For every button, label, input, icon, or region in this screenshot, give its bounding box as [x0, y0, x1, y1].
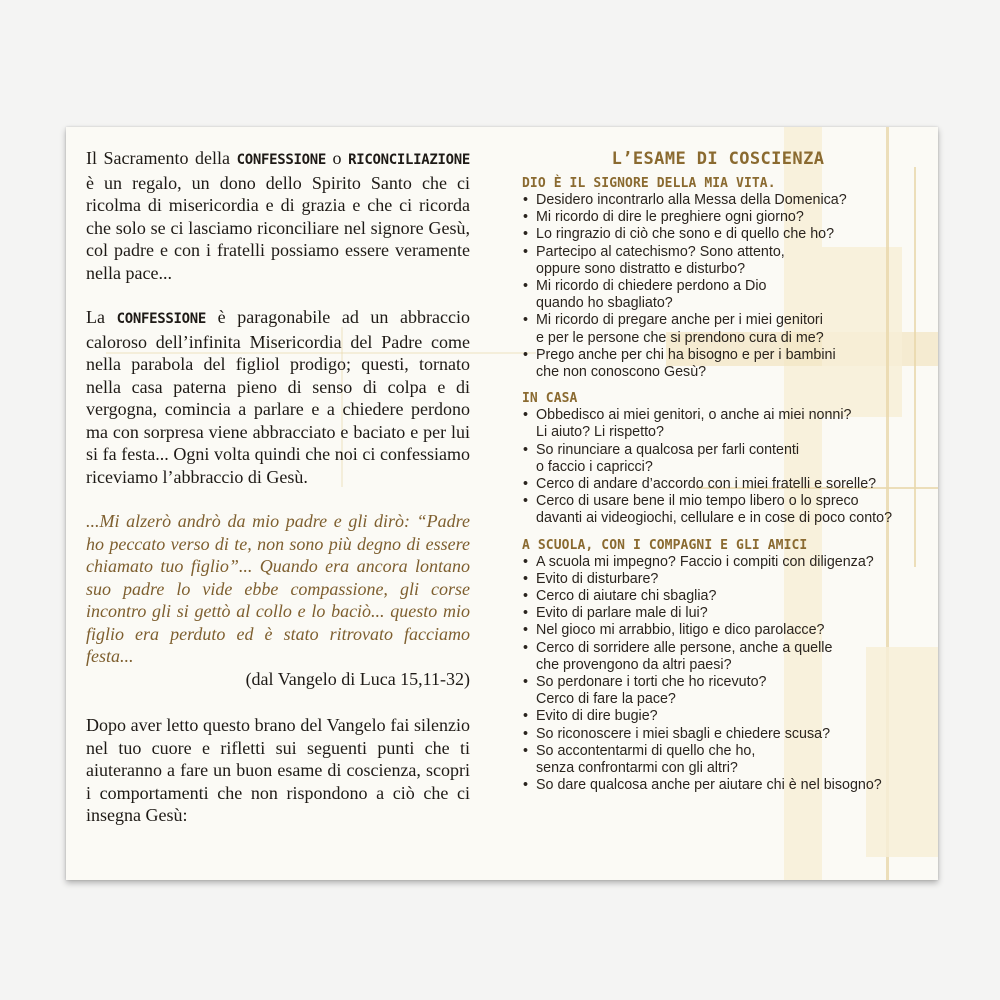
- question-line: • A scuola mi impegno? Faccio i compiti con diligenza?: [536, 553, 874, 570]
- question-line: Li aiuto? Li rispetto?: [536, 424, 664, 441]
- question-item: [522, 347, 914, 381]
- question-line: • Obbedisco ai miei genitori, o anche ai miei nonni?: [536, 407, 852, 424]
- question-item: [522, 442, 914, 476]
- question-item: [522, 278, 914, 312]
- question-line: senza confrontarmi con gli altri?: [536, 760, 738, 777]
- confession-paragraph: La CONFESSIONE è paragonabile ad un abbraccio caloroso dell’infinita Misericordia del Padre come nella parabola del figliol prodigo; questi, tornato nella casa paterna pieno di senso di colpa e di vergogna, comincia a parlare e a chiedere perdono ma con sorpresa viene abbracciato e baciato e per lui si fa festa... Ogni volta quindi che noi ci confessiamo riceviamo l’abbraccio di Gesù.: [86, 307, 471, 487]
- question-line: davanti ai videogiochi, cellulare e in cose di poco conto?: [536, 510, 893, 527]
- question-line: quando ho sbagliato?: [536, 295, 673, 312]
- question-line: • Partecipo al catechismo? Sono attento,: [536, 243, 785, 260]
- question-line: • Cerco di sorridere alle persone, anche a quelle: [536, 639, 833, 656]
- section-heading: IN CASA: [522, 391, 578, 407]
- question-line: • Mi ricordo di pregare anche per i miei genitori: [536, 312, 823, 329]
- question-item: [522, 674, 914, 708]
- question-line: • Cerco di aiutare chi sbaglia?: [536, 588, 717, 605]
- question-line: • Mi ricordo di chiedere perdono a Dio: [536, 278, 767, 295]
- question-line: • So rinunciare a qualcosa per farli contenti: [536, 441, 800, 458]
- question-line: • So riconoscere i miei sbagli e chiedere scusa?: [536, 725, 831, 742]
- question-item: [522, 192, 914, 209]
- question-item: [522, 209, 914, 226]
- question-list: [522, 554, 914, 795]
- left-column: [86, 147, 470, 827]
- question-line: • Nel gioco mi arrabbio, litigo e dico parolacce?: [536, 622, 825, 639]
- leaflet-card: [66, 127, 938, 880]
- question-item: [522, 226, 914, 243]
- question-item: [522, 640, 914, 674]
- question-line: che provengono da altri paesi?: [536, 656, 732, 673]
- question-line: e per le persone che si prendono cura di me?: [536, 329, 824, 346]
- question-list: [522, 407, 914, 527]
- section-heading: DIO È IL SIGNORE DELLA MIA VITA.: [522, 176, 776, 191]
- page-title: L’ESAME DI COSCIENZA: [611, 149, 825, 169]
- question-item: [522, 777, 914, 794]
- gospel-quote: ...Mi alzerò andrò da mio padre e gli dirò: “Padre ho peccato verso di te, non sono più degno di essere chiamato tuo figlio”... Quando era ancora lontano suo padre lo vide ebbe compassione, gli corse incontro gli si gettò al collo e lo baciò... questo mio figlio era perduto ed è stato ritrovato facciamo festa...: [86, 511, 470, 666]
- question-line: • Mi ricordo di dire le preghiere ogni giorno?: [536, 209, 804, 226]
- question-line: Cerco di fare la pace?: [536, 691, 676, 708]
- decorative-line: [914, 167, 916, 567]
- instruction-paragraph: Dopo aver letto questo brano del Vangelo fai silenzio nel tuo cuore e rifletti sui seguenti punti che ti aiuteranno a fare un buon esame di coscienza, scopri i comportamenti che non rispondono a ciò che ci insegna Gesù:: [86, 715, 470, 825]
- examination-sections: [522, 175, 914, 795]
- keyword-confessione: CONFESSIONE: [236, 152, 326, 168]
- question-line: che non conoscono Gesù?: [536, 364, 707, 381]
- question-line: o faccio i capricci?: [536, 458, 653, 475]
- question-list: [522, 192, 914, 381]
- intro-paragraph: Il Sacramento della CONFESSIONE o RICONCILIAZIONE è un regalo, un dono dello Spirito Santo che ci ricolma di misericordia e di grazia e che ci ricorda che solo se ci lasciamo riconciliare nel signore Gesù, col padre e con i fratelli possiamo essere veramente nella pace...: [86, 148, 470, 283]
- question-item: [522, 605, 914, 622]
- question-item: [522, 588, 914, 605]
- keyword-riconciliazione: RICONCILIAZIONE: [348, 152, 470, 168]
- quote-source: (dal Vangelo di Luca 15,11-32): [245, 668, 470, 689]
- question-line: • Evito di disturbare?: [536, 570, 659, 587]
- question-item: [522, 554, 914, 571]
- question-line: • Desidero incontrarlo alla Messa della Domenica?: [536, 192, 847, 208]
- question-line: oppure sono distratto e disturbo?: [536, 260, 746, 277]
- question-item: [522, 571, 914, 588]
- question-line: • Evito di dire bugie?: [536, 708, 658, 725]
- section-heading: A SCUOLA, CON I COMPAGNI E GLI AMICI: [522, 537, 808, 553]
- question-line: • So dare qualcosa anche per aiutare chi è nel bisogno?: [536, 777, 882, 794]
- question-item: [522, 726, 914, 743]
- question-item: [522, 476, 914, 493]
- question-item: [522, 312, 914, 346]
- question-line: • So accontentarmi di quello che ho,: [536, 742, 756, 759]
- question-item: [522, 743, 914, 777]
- question-line: • Prego anche per chi ha bisogno e per i bambini: [536, 346, 836, 363]
- question-item: [522, 622, 914, 639]
- question-item: [522, 493, 914, 527]
- question-line: • Evito di parlare male di lui?: [536, 605, 708, 622]
- question-line: • Cerco di andare d’accordo con i miei fratelli e sorelle?: [536, 476, 877, 493]
- question-line: • Lo ringrazio di ciò che sono e di quello che ho?: [536, 226, 835, 243]
- keyword-confessione: CONFESSIONE: [116, 311, 207, 327]
- question-item: [522, 708, 914, 725]
- question-item: [522, 407, 914, 441]
- question-line: • So perdonare i torti che ho ricevuto?: [536, 674, 767, 691]
- question-item: [522, 244, 914, 278]
- right-column: [522, 149, 914, 795]
- question-line: • Cerco di usare bene il mio tempo libero o lo spreco: [536, 493, 859, 510]
